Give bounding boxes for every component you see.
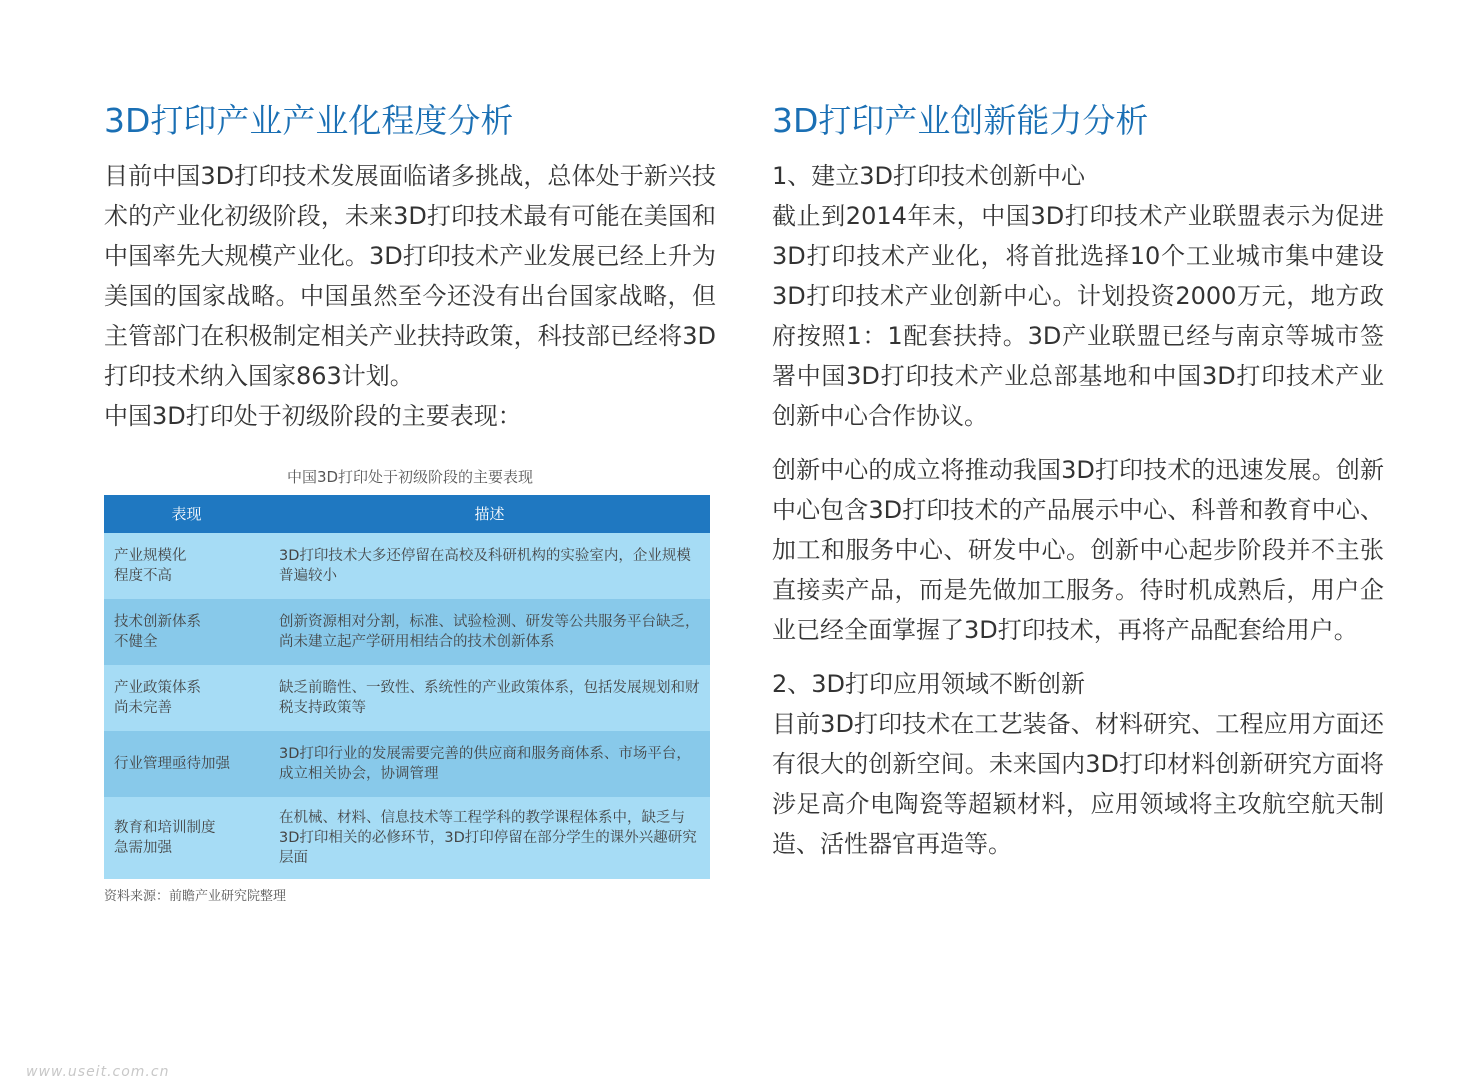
right-paragraph-3: 目前3D打印技术在工艺装备、材料研究、工程应用方面还有很大的创新空间。未来国内3D打印材料创新研究方面将涉足高介电陶瓷等超颖材料，应用领域将主攻航空航天制造、活性器官再造等。: [772, 710, 1384, 858]
table-row: [104, 731, 710, 797]
table-header-description: 描述: [269, 495, 710, 533]
watermark: www.useit.com.cn: [26, 1064, 170, 1080]
table-cell-description: 缺乏前瞻性、一致性、系统性的产业政策体系，包括发展规划和财税支持政策等: [269, 665, 710, 731]
left-section-title: 3D打印产业产业化程度分析: [104, 101, 514, 140]
right-paragraph-2: 创新中心的成立将推动我国3D打印技术的迅速发展。创新中心包含3D打印技术的产品展示中心、科普和教育中心、加工和服务中心、研发中心。创新中心起步阶段并不主张直接卖产品，而是先做加工服务。待时机成熟后，用户企业已经全面掌握了3D打印技术，再将产品配套给用户。: [772, 456, 1384, 644]
table-row: [104, 797, 710, 879]
table-header-aspect: 表现: [104, 495, 269, 533]
table-cell-description: 3D打印行业的发展需要完善的供应商和服务商体系、市场平台，成立相关协会，协调管理: [269, 731, 710, 797]
right-column: [772, 98, 1384, 864]
table-cell-description: 创新资源相对分割，标准、试验检测、研发等公共服务平台缺乏，尚未建立起产学研用相结合的技术创新体系: [269, 599, 710, 665]
right-subhead-2: 2、3D打印应用领域不断创新: [772, 670, 1086, 698]
table-cell-aspect: 产业政策体系 尚未完善: [104, 665, 269, 731]
right-paragraph-1: 截止到2014年末，中国3D打印技术产业联盟表示为促进3D打印技术产业化，将首批选择10个工业城市集中建设3D打印技术产业创新中心。计划投资2000万元，地方政府按照1：1配套扶持。3D产业联盟已经与南京等城市签署中国3D打印技术产业总部基地和中国3D打印技术产业创新中心合作协议。: [772, 202, 1384, 430]
table-cell-description: 在机械、材料、信息技术等工程学科的教学课程体系中，缺乏与3D打印相关的必修环节，3D打印停留在部分学生的课外兴趣研究层面: [269, 797, 710, 879]
left-column: [104, 98, 716, 904]
left-paragraph-1: 目前中国3D打印技术发展面临诸多挑战，总体处于新兴技术的产业化初级阶段，未来3D打印技术最有可能在美国和中国率先大规模产业化。3D打印技术产业发展已经上升为美国的国家战略。中国虽然至今还没有出台国家战略，但主管部门在积极制定相关产业扶持政策，科技部已经将3D打印技术纳入国家863计划。: [104, 162, 716, 390]
table-row: [104, 599, 710, 665]
table-cell-aspect: 行业管理亟待加强: [104, 731, 269, 797]
table-cell-aspect: 教育和培训制度 急需加强: [104, 797, 269, 879]
table-cell-aspect: 技术创新体系 不健全: [104, 599, 269, 665]
table-cell-description: 3D打印技术大多还停留在高校及科研机构的实验室内，企业规模普遍较小: [269, 533, 710, 599]
performance-table: [104, 495, 710, 879]
left-paragraph-2: 中国3D打印处于初级阶段的主要表现：: [104, 402, 522, 430]
table-header-row: [104, 495, 710, 533]
right-section-title: 3D打印产业创新能力分析: [772, 101, 1149, 140]
table-source-note: 资料来源：前瞻产业研究院整理: [104, 889, 287, 904]
table-row: [104, 533, 710, 599]
table-title: 中国3D打印处于初级阶段的主要表现: [286, 468, 534, 486]
table-row: [104, 665, 710, 731]
right-subhead-1: 1、建立3D打印技术创新中心: [772, 162, 1086, 190]
table-cell-aspect: 产业规模化 程度不高: [104, 533, 269, 599]
